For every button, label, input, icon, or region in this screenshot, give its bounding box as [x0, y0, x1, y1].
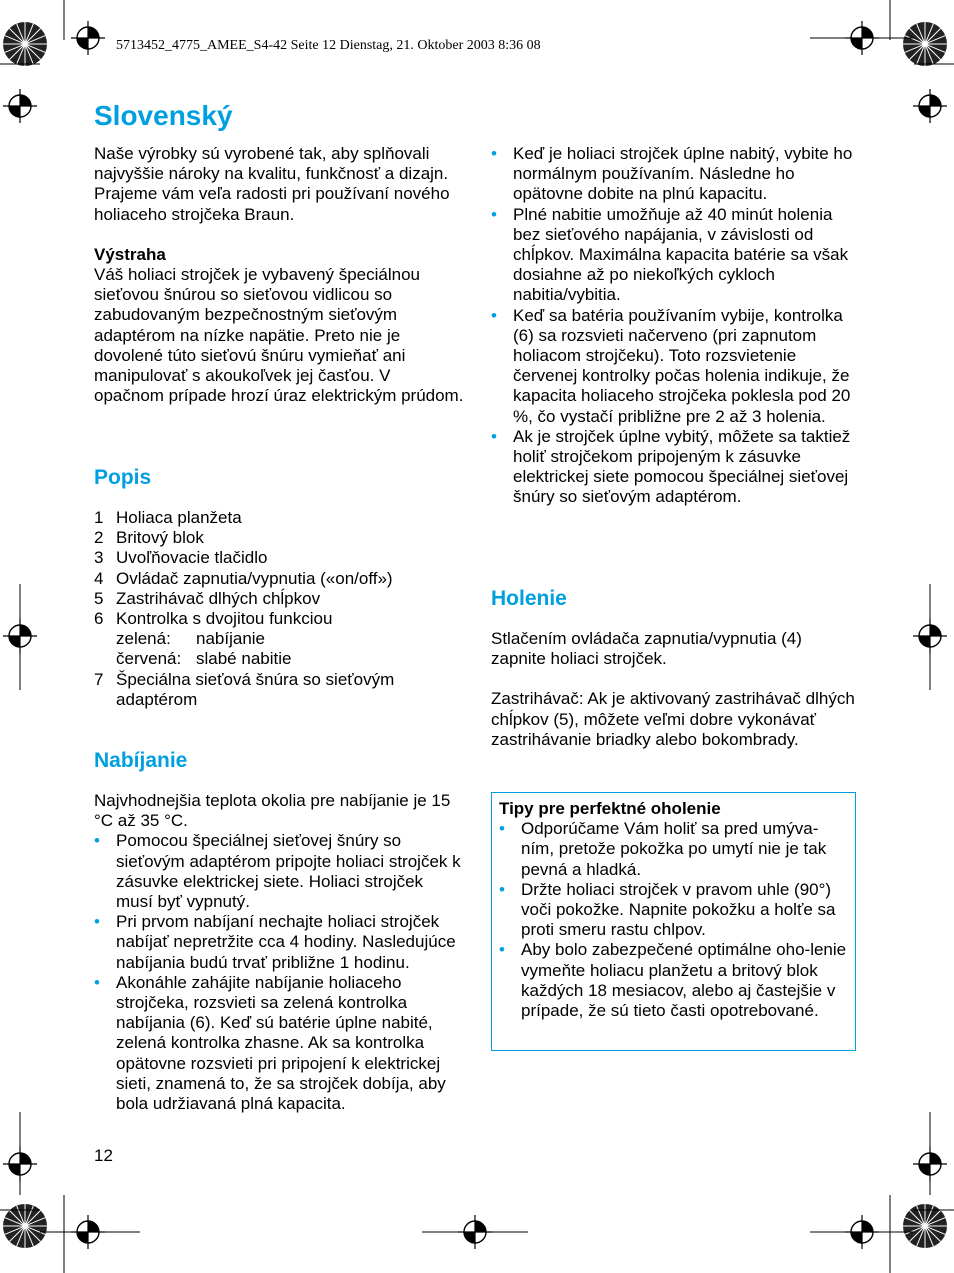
- list-item: • Pomocou špeciálnej sieťovej šnúry so sieťovým adaptérom pripojte holiaci strojček k zásuvke elektrickej siete. Holiaci strojček musí byť vypnutý.: [94, 831, 464, 912]
- intro-block: [94, 144, 464, 406]
- list-item: [94, 589, 464, 609]
- item-number: 7: [94, 669, 104, 689]
- item-number: 5: [94, 588, 104, 608]
- item-number: 6: [94, 609, 104, 629]
- tips-box: [491, 792, 856, 1051]
- item-text: Uvoľňovacie tlačidlo: [116, 548, 268, 568]
- list-item: • Pri prvom nabíjaní nechajte holiaci strojček nabíjať nepretržite cca 4 hodiny. Nasledujúce nabíjania budú trvať približne 1 hodinu.: [94, 912, 464, 973]
- shaving-text-1: Stlačením ovládača zapnutia/vypnutia (4) zapnite holiaci strojček.: [491, 629, 802, 669]
- shaving-text-2: Zastrihávač: Ak je aktivovaný zastrihávač dlhých chĺpkov (5), môžete veľmi dobre vykonávať zastrihávanie briadky alebo bokombrady.: [491, 689, 855, 749]
- tips-heading: Tipy pre perfektné oholenie: [499, 799, 721, 818]
- indicator-sub-item: [94, 649, 464, 669]
- battery-list: [491, 144, 857, 508]
- print-header: 5713452_4775_AMEE_S4-42 Seite 12 Dienstag, 21. Oktober 2003 8:36 08: [116, 38, 541, 53]
- item-number: 1: [94, 508, 104, 527]
- list-item: [94, 528, 464, 548]
- list-item: • Aby bolo zabezpečené optimálne oho-lenie vymeňte holiacu planžetu a britový blok každých 18 mesiacov, alebo aj častejšie v prípade, že sú tieto časti opotrebované.: [499, 940, 849, 1021]
- sub-key: červená:: [116, 649, 182, 669]
- list-item: • Keď sa batéria používaním vybije, kontrolka (6) sa rozsvieti načerveno (pri zapnutom holiacom strojčeku). Toto rozsvietenie červenej kontrolky počas holenia indikuje, že kapacita holiaceho strojčeka poklesla pod 20 %, čo vystačí približne pre 2 až 3 holenia.: [491, 306, 857, 427]
- list-item: • Držte holiaci strojček v pravom uhle (90°) voči pokožke. Napnite pokožku a holťe sa proti smeru rastu chlpov.: [499, 880, 849, 941]
- item-number: 3: [94, 548, 104, 568]
- list-item: • Keď je holiaci strojček úplne nabitý, vybite ho normálnym používaním. Následne ho opätovne dobite na plnú kapacitu.: [491, 144, 857, 205]
- section-heading-nabijanie: Nabíjanie: [94, 749, 188, 772]
- charging-block: [94, 791, 464, 1114]
- intro-text: Naše výrobky sú vyrobené tak, aby splňovali najvyššie nároky na kvalitu, funkčnosť a dizajn. Prajeme vám veľa radosti pri používaní nového holiaceho strojčeka Braun.: [94, 144, 450, 224]
- item-text: Zastrihávač dlhých chĺpkov: [116, 588, 321, 608]
- sub-key: zelená:: [116, 629, 171, 649]
- section-heading-holenie: Holenie: [491, 587, 567, 610]
- charging-intro: Najvhodnejšia teplota okolia pre nabíjanie je 15 °C až 35 °C.: [94, 791, 451, 831]
- list-item: • Odporúčame Vám holiť sa pred umýva-ním, pretože pokožka po umytí nie je tak pevná a hladká.: [499, 819, 849, 880]
- list-item: • Plné nabitie umožňuje až 40 minút holenia bez sieťového napájania, v závislosti od chĺpkov. Maximálna kapacita batérie sa však dosiahne až po niekoľkých cykloch nabitia/vybitia.: [491, 205, 857, 306]
- parts-list: [94, 508, 464, 710]
- page-title: Slovenský: [94, 100, 233, 131]
- item-text: Holiaca planžeta: [116, 508, 242, 527]
- item-text: Ovládač zapnutia/vypnutia («on/off»): [116, 568, 393, 588]
- item-number: 2: [94, 528, 104, 548]
- item-text: Britový blok: [116, 528, 204, 548]
- list-item: [94, 670, 464, 710]
- list-item: • Akonáhle zahájite nabíjanie holiaceho strojčeka, rozsvieti sa zelená kontrolka nabíjania (6). Keď sú batérie úplne nabité, zelená kontrolka zhasne. Ak sa kontrolka opätovne rozsvieti pri pripojení k elektrickej sieti, znamená to, že sa strojček dobíja, aby bola udržiavaná plná kapacita.: [94, 973, 464, 1114]
- page-number: 12: [94, 1146, 113, 1165]
- list-item: [94, 508, 464, 528]
- tips-list: [499, 819, 849, 1021]
- warning-text: Váš holiaci strojček je vybavený špeciálnou sieťovou šnúrou so sieťovou vidlicou so zabudovaným bezpečnostným sieťovým adaptérom na nízke napätie. Preto nie je dovolené túto sieťovú šnúru vymieňať ani manipulovať s akoukoľvek jej časťou. V opačnom prípade hrozí úraz elektrickým prúdom.: [94, 265, 464, 406]
- list-item: [94, 569, 464, 589]
- item-text: Špeciálna sieťová šnúra so sieťovým adaptérom: [116, 669, 395, 709]
- sub-value: slabé nabitie: [196, 649, 292, 669]
- list-item: [94, 609, 464, 629]
- charging-list: [94, 831, 464, 1114]
- list-item: [94, 548, 464, 568]
- shaving-block: [491, 629, 857, 750]
- battery-block: [491, 144, 857, 508]
- item-number: 4: [94, 568, 104, 588]
- warning-heading: Výstraha: [94, 244, 166, 264]
- item-text: Kontrolka s dvojitou funkciou: [116, 609, 333, 629]
- list-item: • Ak je strojček úplne vybitý, môžete sa taktiež holiť strojčekom pripojeným k zásuvke elektrickej siete pomocou špeciálnej sieťovej šnúry so sieťovým adaptérom.: [491, 427, 857, 508]
- section-heading-popis: Popis: [94, 466, 152, 489]
- indicator-sub-item: [94, 629, 464, 649]
- sub-value: nabíjanie: [196, 629, 266, 649]
